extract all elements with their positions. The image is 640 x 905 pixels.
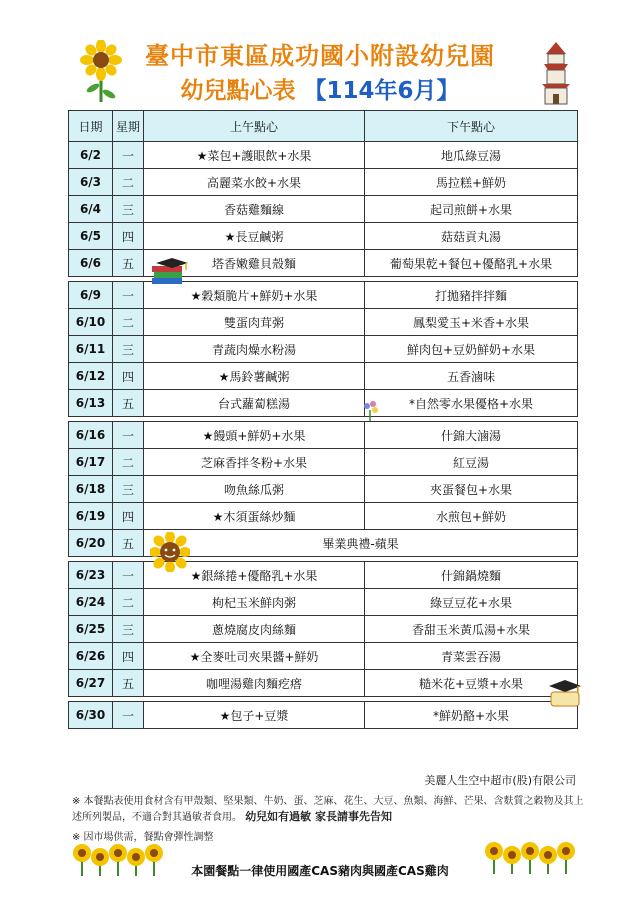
afternoon-snack-cell: *鮮奶酪+水果 bbox=[365, 702, 578, 729]
table-row bbox=[69, 196, 578, 223]
afternoon-snack-cell: 紅豆湯 bbox=[365, 449, 578, 476]
morning-snack-cell: 雙蛋肉茸粥 bbox=[144, 309, 365, 336]
afternoon-snack-cell: 什錦鍋燒麵 bbox=[365, 562, 578, 589]
afternoon-snack-cell: 水煎包+鮮奶 bbox=[365, 503, 578, 530]
weekday-cell: 四 bbox=[113, 643, 144, 670]
afternoon-snack-cell: 馬拉糕+鮮奶 bbox=[365, 169, 578, 196]
morning-snack-cell: 塔香嫩雞貝殼麵 bbox=[144, 250, 365, 277]
date-cell: 6/30 bbox=[69, 702, 113, 729]
weekday-cell: 一 bbox=[113, 422, 144, 449]
date-cell: 6/10 bbox=[69, 309, 113, 336]
table-row bbox=[69, 390, 578, 417]
table-row bbox=[69, 422, 578, 449]
weekday-cell: 五 bbox=[113, 250, 144, 277]
weekday-cell: 五 bbox=[113, 670, 144, 697]
date-cell: 6/2 bbox=[69, 142, 113, 169]
weekday-cell: 二 bbox=[113, 589, 144, 616]
morning-snack-cell: ★馬鈴薯鹹粥 bbox=[144, 363, 365, 390]
afternoon-snack-cell: 葡萄果乾+餐包+優酪乳+水果 bbox=[365, 250, 578, 277]
morning-snack-cell: ★銀絲捲+優酪乳+水果 bbox=[144, 562, 365, 589]
date-cell: 6/19 bbox=[69, 503, 113, 530]
table-row bbox=[69, 336, 578, 363]
morning-snack-cell: 高麗菜水餃+水果 bbox=[144, 169, 365, 196]
table-row bbox=[69, 250, 578, 277]
table-row bbox=[69, 309, 578, 336]
column-header-morning: 上午點心 bbox=[144, 111, 365, 142]
afternoon-snack-cell: 地瓜綠豆湯 bbox=[365, 142, 578, 169]
weekday-cell: 二 bbox=[113, 309, 144, 336]
afternoon-snack-cell: 鮮肉包+豆奶鮮奶+水果 bbox=[365, 336, 578, 363]
date-cell: 6/20 bbox=[69, 530, 113, 557]
column-header-afternoon: 下午點心 bbox=[365, 111, 578, 142]
afternoon-snack-cell: *自然零水果優格+水果 bbox=[365, 390, 578, 417]
table-row bbox=[69, 702, 578, 729]
morning-snack-cell: 青蔬肉燥水粉湯 bbox=[144, 336, 365, 363]
date-cell: 6/12 bbox=[69, 363, 113, 390]
column-header-weekday: 星期 bbox=[113, 111, 144, 142]
month-label: 【114年6月】 bbox=[303, 78, 460, 104]
afternoon-snack-cell: 糙米花+豆漿+水果 bbox=[365, 670, 578, 697]
table-row bbox=[69, 530, 578, 557]
date-cell: 6/24 bbox=[69, 589, 113, 616]
table-row bbox=[69, 643, 578, 670]
market-adjustment-note: ※ 因市場供需，餐點會彈性調整 bbox=[72, 832, 214, 843]
morning-snack-cell: 蔥燒腐皮肉絲麵 bbox=[144, 616, 365, 643]
books-graduation-cap-icon bbox=[150, 258, 190, 286]
afternoon-snack-cell: 鳳梨愛玉+米香+水果 bbox=[365, 309, 578, 336]
weekday-cell: 二 bbox=[113, 449, 144, 476]
date-cell: 6/5 bbox=[69, 223, 113, 250]
supplier-name: 美麗人生空中超市(股)有限公司 bbox=[424, 774, 576, 787]
morning-snack-cell: ★全麥吐司夾果醬+鮮奶 bbox=[144, 643, 365, 670]
afternoon-snack-cell: 打拋豬拌拌麵 bbox=[365, 282, 578, 309]
morning-snack-cell: 台式蘿蔔糕湯 bbox=[144, 390, 365, 417]
column-header-date: 日期 bbox=[69, 111, 113, 142]
morning-snack-cell: ★饅頭+鮮奶+水果 bbox=[144, 422, 365, 449]
morning-snack-cell: 吻魚絲瓜粥 bbox=[144, 476, 365, 503]
snack-menu-table bbox=[68, 110, 578, 729]
weekday-cell: 五 bbox=[113, 530, 144, 557]
weekday-cell: 三 bbox=[113, 616, 144, 643]
date-cell: 6/13 bbox=[69, 390, 113, 417]
table-row bbox=[69, 449, 578, 476]
weekday-cell: 一 bbox=[113, 702, 144, 729]
table-row bbox=[69, 223, 578, 250]
date-cell: 6/6 bbox=[69, 250, 113, 277]
afternoon-snack-cell: 起司煎餅+水果 bbox=[365, 196, 578, 223]
table-row bbox=[69, 616, 578, 643]
date-cell: 6/3 bbox=[69, 169, 113, 196]
weekday-cell: 二 bbox=[113, 169, 144, 196]
afternoon-snack-cell: 什錦大滷湯 bbox=[365, 422, 578, 449]
morning-snack-cell: 枸杞玉米鮮肉粥 bbox=[144, 589, 365, 616]
afternoon-snack-cell: 五香滷味 bbox=[365, 363, 578, 390]
table-row bbox=[69, 476, 578, 503]
table-row bbox=[69, 670, 578, 697]
tower-icon bbox=[536, 40, 576, 106]
afternoon-snack-cell: 綠豆豆花+水果 bbox=[365, 589, 578, 616]
weekday-cell: 五 bbox=[113, 390, 144, 417]
table-row bbox=[69, 589, 578, 616]
morning-snack-cell: 咖哩湯雞肉麵疙瘩 bbox=[144, 670, 365, 697]
afternoon-snack-cell: 菇菇貢丸湯 bbox=[365, 223, 578, 250]
allergen-note-text: 述所列製品，不適合對其過敏者食用。 bbox=[72, 812, 242, 823]
weekday-cell: 四 bbox=[113, 223, 144, 250]
afternoon-snack-cell: 夾蛋餐包+水果 bbox=[365, 476, 578, 503]
weekday-cell: 一 bbox=[113, 142, 144, 169]
weekday-cell: 四 bbox=[113, 503, 144, 530]
table-header-row bbox=[69, 111, 578, 142]
graduation-badge-icon bbox=[548, 680, 582, 710]
weekday-cell: 一 bbox=[113, 562, 144, 589]
subtitle-text: 幼兒點心表 bbox=[180, 78, 296, 104]
table-row bbox=[69, 169, 578, 196]
morning-snack-cell: 香菇雞麵線 bbox=[144, 196, 365, 223]
weekday-cell: 四 bbox=[113, 363, 144, 390]
date-cell: 6/9 bbox=[69, 282, 113, 309]
weekday-cell: 三 bbox=[113, 476, 144, 503]
weekday-cell: 一 bbox=[113, 282, 144, 309]
table-row bbox=[69, 282, 578, 309]
morning-snack-cell: ★菜包+護眼飲+水果 bbox=[144, 142, 365, 169]
allergy-warning: 幼兒如有過敏 家長請事先告知 bbox=[245, 810, 393, 823]
flower-bouquet-icon bbox=[362, 400, 380, 422]
afternoon-snack-cell: 青菜雲吞湯 bbox=[365, 643, 578, 670]
date-cell: 6/16 bbox=[69, 422, 113, 449]
allergen-note-line1: ※ 本餐點表使用食材含有甲殼類、堅果類、牛奶、蛋、芝麻、花生、大豆、魚類、海鮮、芒果、含麩質之穀物及其上 bbox=[72, 796, 584, 807]
date-cell: 6/23 bbox=[69, 562, 113, 589]
table-row bbox=[69, 503, 578, 530]
meat-source-footer: 本園餐點一律使用國產CAS豬肉與國產CAS雞肉 bbox=[191, 864, 449, 878]
morning-snack-cell: ★穀類脆片+鮮奶+水果 bbox=[144, 282, 365, 309]
merged-event-cell: 畢業典禮-蘋果 bbox=[144, 530, 578, 557]
afternoon-snack-cell: 香甜玉米黃瓜湯+水果 bbox=[365, 616, 578, 643]
morning-snack-cell: ★長豆鹹粥 bbox=[144, 223, 365, 250]
date-cell: 6/25 bbox=[69, 616, 113, 643]
table-row bbox=[69, 562, 578, 589]
table-row bbox=[69, 363, 578, 390]
date-cell: 6/11 bbox=[69, 336, 113, 363]
page-title: 臺中市東區成功國小附設幼兒園 bbox=[145, 42, 495, 70]
weekday-cell: 三 bbox=[113, 336, 144, 363]
date-cell: 6/26 bbox=[69, 643, 113, 670]
morning-snack-cell: ★木須蛋絲炒麵 bbox=[144, 503, 365, 530]
class-of-the-year-badge bbox=[548, 680, 582, 710]
smiling-sunflower-icon bbox=[150, 532, 190, 572]
date-cell: 6/17 bbox=[69, 449, 113, 476]
date-cell: 6/27 bbox=[69, 670, 113, 697]
date-cell: 6/4 bbox=[69, 196, 113, 223]
table-body bbox=[69, 142, 578, 729]
weekday-cell: 三 bbox=[113, 196, 144, 223]
morning-snack-cell: 芝麻香拌冬粉+水果 bbox=[144, 449, 365, 476]
morning-snack-cell: ★包子+豆漿 bbox=[144, 702, 365, 729]
allergen-note-line2 bbox=[72, 808, 592, 824]
table-row bbox=[69, 142, 578, 169]
date-cell: 6/18 bbox=[69, 476, 113, 503]
